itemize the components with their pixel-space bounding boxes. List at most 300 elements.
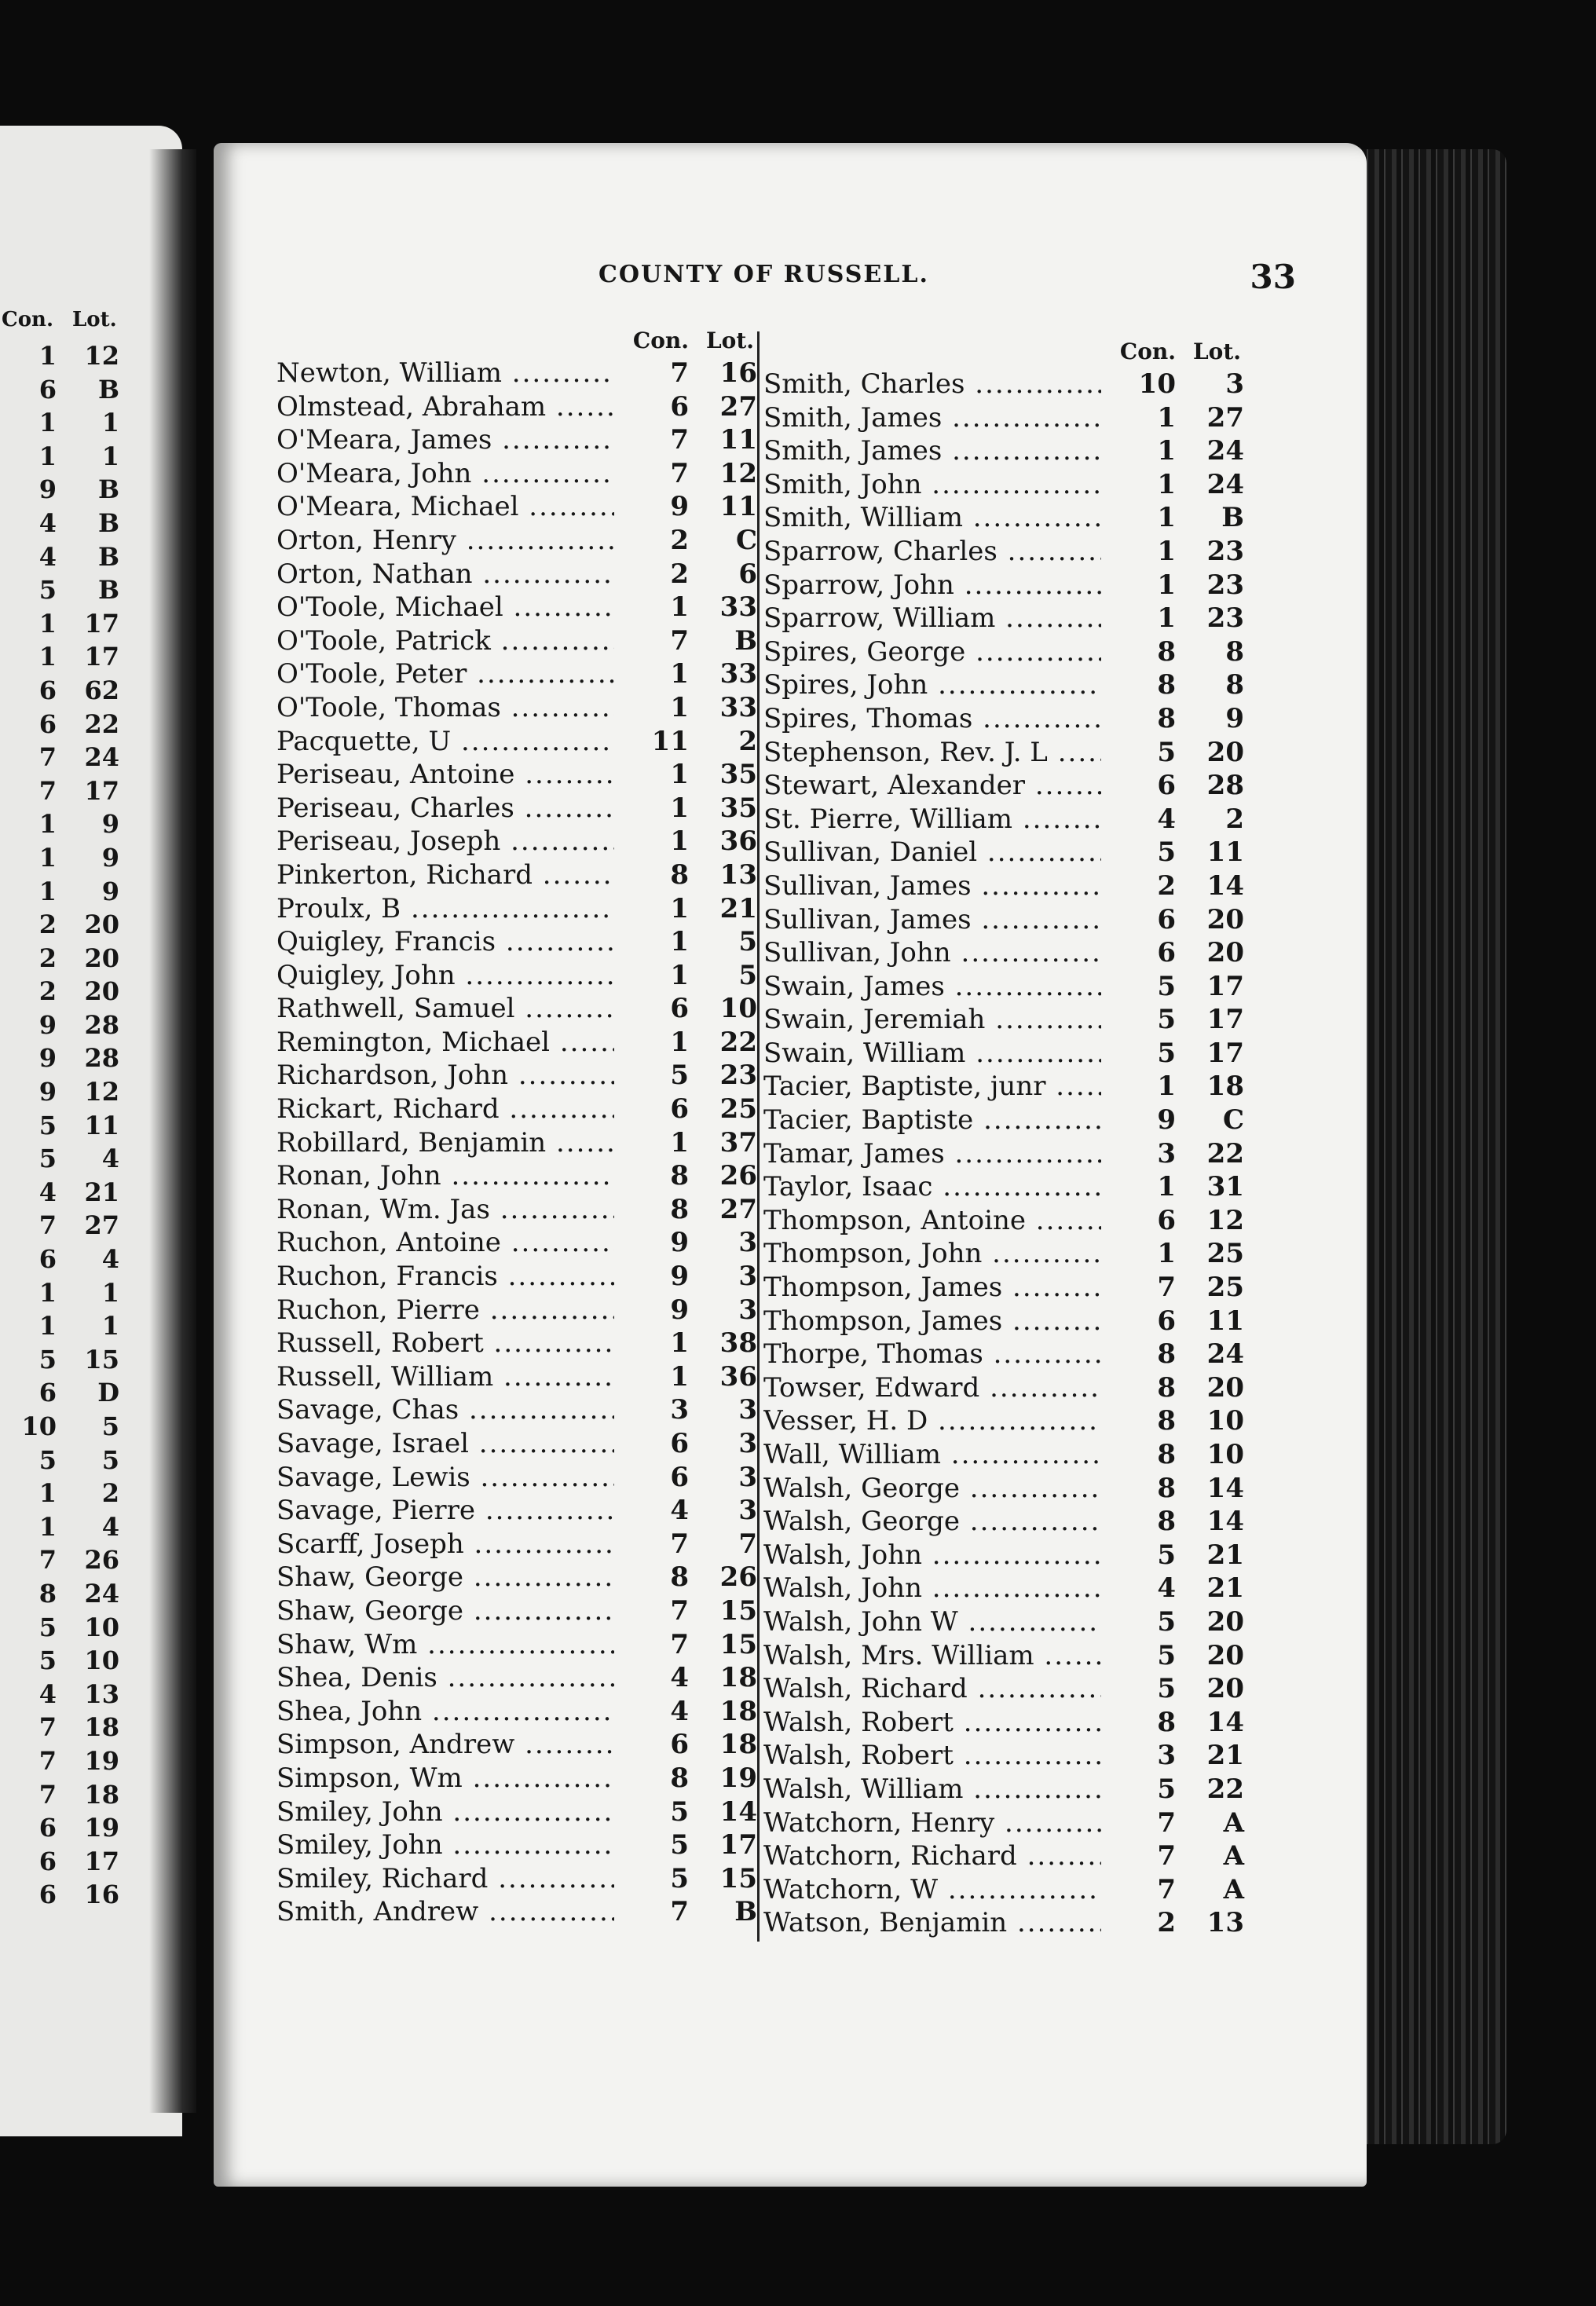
entry-lot: 14 bbox=[1189, 1505, 1244, 1539]
entry-name-cell bbox=[763, 1404, 1101, 1438]
directory-entry bbox=[763, 1204, 1250, 1238]
left-con-value: 5 bbox=[38, 1110, 57, 1140]
directory-entry bbox=[763, 1839, 1250, 1873]
entry-name: Sparrow, William bbox=[763, 602, 996, 635]
entry-name: O'Meara, James bbox=[276, 424, 492, 456]
entry-name: Walsh, John W bbox=[763, 1605, 958, 1638]
left-lot-value: 13 bbox=[84, 1678, 119, 1709]
entry-name-cell bbox=[763, 1472, 1101, 1506]
entry-name: Savage, Pierre bbox=[276, 1495, 476, 1527]
entry-name-cell bbox=[276, 1327, 614, 1360]
directory-entry bbox=[763, 569, 1250, 602]
entry-name-cell bbox=[763, 1906, 1101, 1940]
left-lot-value: 24 bbox=[84, 742, 119, 773]
entry-con: 6 bbox=[1121, 903, 1176, 937]
entry-name: Periseau, Charles bbox=[276, 792, 514, 824]
entry-name: Pinkerton, Richard bbox=[276, 858, 533, 891]
directory-entry bbox=[276, 357, 763, 390]
directory-entry bbox=[276, 1795, 763, 1829]
entry-con: 1 bbox=[1121, 434, 1176, 468]
left-lot-value: 9 bbox=[101, 876, 119, 906]
entry-name: Walsh, George bbox=[763, 1472, 960, 1504]
entry-name: Shaw, Wm bbox=[276, 1628, 418, 1660]
entry-name: Watson, Benjamin bbox=[763, 1907, 1008, 1939]
entry-name-cell bbox=[276, 490, 614, 524]
left-lot-value: 28 bbox=[84, 1043, 119, 1074]
entry-lot: 20 bbox=[1189, 903, 1244, 937]
page-number: 33 bbox=[1250, 258, 1296, 296]
left-lot-value: 17 bbox=[84, 1846, 119, 1876]
entry-name-cell bbox=[763, 1539, 1101, 1572]
left-lot-value: 1 bbox=[101, 1277, 119, 1308]
lot-header: Lot. bbox=[705, 328, 754, 353]
entry-name-cell bbox=[276, 1294, 614, 1327]
entry-name-cell bbox=[763, 1773, 1101, 1806]
entry-con: 1 bbox=[634, 657, 689, 691]
entry-name-cell bbox=[276, 1093, 614, 1126]
entry-name: Walsh, John bbox=[763, 1572, 922, 1605]
entry-lot: 9 bbox=[1189, 702, 1244, 736]
entry-name: Simpson, Wm bbox=[276, 1762, 463, 1794]
left-lot-value: 4 bbox=[101, 1244, 119, 1275]
entry-name: Vesser, H. D bbox=[763, 1405, 928, 1437]
entry-con: 4 bbox=[1121, 803, 1176, 836]
directory-entry bbox=[276, 1360, 763, 1394]
directory-entry bbox=[276, 524, 763, 558]
entry-lot: A bbox=[1189, 1873, 1244, 1907]
directory-entry bbox=[763, 1170, 1250, 1204]
directory-entry bbox=[763, 1237, 1250, 1271]
left-lot-value: 12 bbox=[84, 1077, 119, 1107]
entry-name: Swain, Jeremiah bbox=[763, 1004, 986, 1036]
entry-name: Orton, Nathan bbox=[276, 558, 473, 590]
entry-name: Orton, Henry bbox=[276, 524, 456, 556]
left-con-header: Con. bbox=[2, 308, 53, 331]
directory-entry bbox=[276, 1661, 763, 1695]
directory-entry bbox=[276, 1126, 763, 1160]
entry-lot: 11 bbox=[1189, 1305, 1244, 1338]
entry-name-cell bbox=[276, 1461, 614, 1495]
directory-entry bbox=[276, 1895, 763, 1929]
entry-con: 7 bbox=[634, 1895, 689, 1929]
directory-entry bbox=[276, 858, 763, 892]
entry-name: Walsh, Robert bbox=[763, 1706, 954, 1738]
entry-name: St. Pierre, William bbox=[763, 803, 1013, 835]
entry-lot: 20 bbox=[1189, 1672, 1244, 1706]
directory-entry bbox=[276, 992, 763, 1026]
entry-lot: 15 bbox=[702, 1862, 757, 1896]
left-lot-value: 4 bbox=[101, 1144, 119, 1174]
entry-lot: 14 bbox=[1189, 1706, 1244, 1740]
entry-name-cell bbox=[276, 1628, 614, 1662]
entry-lot: 10 bbox=[1189, 1404, 1244, 1438]
entry-con: 6 bbox=[634, 1093, 689, 1126]
entry-lot: B bbox=[1189, 501, 1244, 535]
entry-con: 8 bbox=[1121, 1404, 1176, 1438]
entry-name-cell bbox=[276, 1193, 614, 1227]
entry-name: Savage, Lewis bbox=[276, 1461, 470, 1493]
entry-con: 7 bbox=[1121, 1873, 1176, 1907]
entry-name-cell bbox=[763, 1070, 1101, 1104]
entry-name-cell bbox=[276, 1594, 614, 1628]
entry-name: Ronan, John bbox=[276, 1160, 441, 1192]
entry-name-cell bbox=[763, 1237, 1101, 1271]
entry-lot: 22 bbox=[1189, 1773, 1244, 1806]
entry-name-cell bbox=[763, 1706, 1101, 1740]
directory-entry bbox=[276, 457, 763, 491]
entry-name: Thorpe, Thomas bbox=[763, 1338, 983, 1371]
entry-name-cell bbox=[763, 1003, 1101, 1037]
entry-name: Sparrow, Charles bbox=[763, 535, 998, 567]
entry-name: Shaw, George bbox=[276, 1594, 464, 1627]
entry-con: 6 bbox=[634, 992, 689, 1026]
left-con-value: 4 bbox=[38, 541, 57, 572]
entry-con: 5 bbox=[1121, 836, 1176, 869]
left-lot-value: B bbox=[97, 507, 119, 538]
left-con-value: 2 bbox=[38, 910, 57, 940]
entry-con: 6 bbox=[1121, 1204, 1176, 1238]
entry-name-cell bbox=[276, 1895, 614, 1929]
entry-lot: 13 bbox=[1189, 1906, 1244, 1940]
directory-entry bbox=[763, 803, 1250, 836]
entry-name: Richardson, John bbox=[276, 1060, 509, 1092]
left-con-value: 1 bbox=[38, 842, 57, 873]
entry-name: Shaw, George bbox=[276, 1561, 464, 1594]
entry-lot: 26 bbox=[702, 1159, 757, 1193]
entry-name: O'Toole, Patrick bbox=[276, 624, 491, 657]
entry-name: Smiley, John bbox=[276, 1829, 443, 1861]
left-lot-value: 11 bbox=[84, 1110, 119, 1140]
entry-con: 8 bbox=[634, 1193, 689, 1227]
entry-name: Smith, Andrew bbox=[276, 1896, 479, 1928]
directory-entry bbox=[276, 758, 763, 792]
entry-con: 7 bbox=[634, 624, 689, 658]
left-lot-value: 5 bbox=[101, 1444, 119, 1475]
entry-name: Sullivan, John bbox=[763, 937, 951, 969]
entry-name: Quigley, John bbox=[276, 959, 456, 991]
entry-name: Shea, John bbox=[276, 1695, 423, 1727]
directory-entry bbox=[763, 1739, 1250, 1773]
directory-entry bbox=[276, 1260, 763, 1294]
directory-entry bbox=[276, 1762, 763, 1795]
left-con-value: 6 bbox=[38, 374, 57, 404]
left-con-value: 2 bbox=[38, 976, 57, 1007]
entry-con: 6 bbox=[634, 390, 689, 424]
entry-lot: 25 bbox=[702, 1093, 757, 1126]
entry-name: Walsh, Richard bbox=[763, 1673, 968, 1705]
entry-con: 3 bbox=[1121, 1137, 1176, 1171]
entry-name-cell bbox=[276, 1427, 614, 1461]
entry-lot: 38 bbox=[702, 1327, 757, 1360]
directory-entry bbox=[276, 490, 763, 524]
column-1-header bbox=[276, 324, 763, 357]
left-con-value: 7 bbox=[38, 1210, 57, 1241]
directory-entry bbox=[763, 1104, 1250, 1137]
entry-name: O'Meara, John bbox=[276, 457, 472, 489]
entry-con: 8 bbox=[634, 858, 689, 892]
entry-name: Thompson, James bbox=[763, 1305, 1003, 1337]
entry-con: 6 bbox=[634, 1728, 689, 1762]
entry-name-cell bbox=[276, 591, 614, 624]
entry-lot: 14 bbox=[1189, 869, 1244, 903]
entry-con: 5 bbox=[634, 1862, 689, 1896]
left-lot-value: 1 bbox=[101, 408, 119, 438]
directory-entry bbox=[763, 1137, 1250, 1171]
entry-lot: 27 bbox=[702, 390, 757, 424]
directory-entry bbox=[276, 1628, 763, 1662]
left-con-value: 8 bbox=[38, 1578, 57, 1609]
directory-entry bbox=[276, 1828, 763, 1862]
directory-entry bbox=[763, 535, 1250, 569]
entry-lot: 22 bbox=[702, 1026, 757, 1060]
directory-page bbox=[214, 143, 1367, 2187]
directory-entry bbox=[763, 1037, 1250, 1071]
left-con-value: 1 bbox=[38, 876, 57, 906]
left-con-value: 7 bbox=[38, 1545, 57, 1576]
entry-name-cell bbox=[763, 769, 1101, 803]
entry-lot: 36 bbox=[702, 825, 757, 858]
entry-name-cell bbox=[276, 1026, 614, 1060]
entry-con: 7 bbox=[634, 457, 689, 491]
entry-name: Sullivan, James bbox=[763, 903, 972, 935]
entry-con: 1 bbox=[634, 1026, 689, 1060]
directory-entry bbox=[276, 1728, 763, 1762]
entry-name: Smith, John bbox=[763, 468, 922, 500]
entry-name: O'Toole, Thomas bbox=[276, 691, 501, 723]
lot-header: Lot. bbox=[1192, 339, 1241, 364]
entry-con: 3 bbox=[1121, 1739, 1176, 1773]
entry-con: 3 bbox=[634, 1393, 689, 1427]
entry-name-cell bbox=[276, 1393, 614, 1427]
entry-name: Stewart, Alexander bbox=[763, 770, 1026, 802]
entry-name: Shea, Denis bbox=[276, 1662, 437, 1694]
left-con-value: 6 bbox=[38, 1378, 57, 1408]
entry-name-cell bbox=[763, 970, 1101, 1004]
directory-entry bbox=[276, 925, 763, 959]
left-con-value: 7 bbox=[38, 1779, 57, 1810]
left-lot-value: 21 bbox=[84, 1177, 119, 1207]
entry-con: 7 bbox=[1121, 1271, 1176, 1305]
running-title: COUNTY OF RUSSELL. bbox=[598, 261, 929, 288]
entry-lot: 24 bbox=[1189, 1338, 1244, 1371]
entry-name: Russell, William bbox=[276, 1360, 494, 1393]
entry-lot: 3 bbox=[702, 1226, 757, 1260]
directory-entry bbox=[276, 1461, 763, 1495]
left-lot-header: Lot. bbox=[72, 308, 117, 331]
entry-name-cell bbox=[276, 1226, 614, 1260]
entry-name-cell bbox=[276, 691, 614, 725]
left-con-value: 6 bbox=[38, 1813, 57, 1843]
left-lot-value: B bbox=[97, 541, 119, 572]
directory-entry bbox=[763, 1639, 1250, 1673]
left-lot-value: 28 bbox=[84, 1009, 119, 1040]
entry-lot: 21 bbox=[1189, 1739, 1244, 1773]
entry-lot: 6 bbox=[702, 558, 757, 591]
directory-entry bbox=[763, 1806, 1250, 1840]
directory-entry bbox=[276, 1594, 763, 1628]
entry-lot: B bbox=[702, 1895, 757, 1929]
entry-lot: 24 bbox=[1189, 468, 1244, 502]
left-con-value: 5 bbox=[38, 1144, 57, 1174]
entry-name-cell bbox=[763, 836, 1101, 869]
directory-entry bbox=[276, 1059, 763, 1093]
entry-con: 5 bbox=[1121, 1539, 1176, 1572]
directory-entry bbox=[763, 501, 1250, 535]
entry-name: Smith, William bbox=[763, 502, 963, 534]
entry-name-cell bbox=[276, 1762, 614, 1795]
entry-name: Olmstead, Abraham bbox=[276, 390, 547, 423]
left-con-value: 5 bbox=[38, 575, 57, 606]
directory-entry bbox=[763, 1873, 1250, 1907]
entry-name-cell bbox=[763, 1104, 1101, 1137]
left-con-value: 1 bbox=[38, 1311, 57, 1342]
entry-lot: 18 bbox=[1189, 1070, 1244, 1104]
entry-con: 1 bbox=[634, 1126, 689, 1160]
directory-entry bbox=[763, 1371, 1250, 1405]
entry-lot: 20 bbox=[1189, 936, 1244, 970]
left-con-value: 4 bbox=[38, 1177, 57, 1207]
entry-name-cell bbox=[763, 1873, 1101, 1907]
left-con-value: 7 bbox=[38, 775, 57, 806]
entry-con: 4 bbox=[634, 1695, 689, 1729]
entry-name-cell bbox=[276, 1126, 614, 1160]
entry-lot: 27 bbox=[1189, 401, 1244, 435]
entry-name-cell bbox=[276, 1494, 614, 1528]
entry-name: Walsh, John bbox=[763, 1539, 922, 1571]
entry-con: 5 bbox=[634, 1059, 689, 1093]
entry-con: 8 bbox=[634, 1561, 689, 1594]
directory-entry bbox=[276, 1327, 763, 1360]
entry-con: 5 bbox=[1121, 1003, 1176, 1037]
left-con-value: 4 bbox=[38, 507, 57, 538]
left-con-value: 1 bbox=[38, 341, 57, 371]
directory-entry bbox=[763, 1539, 1250, 1572]
entry-con: 9 bbox=[634, 1294, 689, 1327]
directory-entry bbox=[763, 668, 1250, 702]
directory-entry bbox=[276, 1026, 763, 1060]
entry-con: 5 bbox=[634, 1828, 689, 1862]
entry-con: 6 bbox=[1121, 936, 1176, 970]
entry-lot: 2 bbox=[702, 725, 757, 759]
directory-entry bbox=[276, 1226, 763, 1260]
directory-entry bbox=[763, 1438, 1250, 1472]
left-con-value: 5 bbox=[38, 1344, 57, 1374]
entry-lot: 22 bbox=[1189, 1137, 1244, 1171]
directory-entry bbox=[763, 769, 1250, 803]
entry-name: Periseau, Joseph bbox=[276, 825, 501, 858]
left-lot-value: 9 bbox=[101, 809, 119, 840]
entry-con: 1 bbox=[634, 1360, 689, 1394]
column-2-entries bbox=[763, 368, 1250, 1940]
left-lot-value: 26 bbox=[84, 1545, 119, 1576]
con-header: Con. bbox=[632, 328, 689, 353]
entry-con: 8 bbox=[634, 1159, 689, 1193]
book-page-edges bbox=[1357, 149, 1506, 2144]
entry-con: 2 bbox=[1121, 1906, 1176, 1940]
entry-name-cell bbox=[763, 936, 1101, 970]
entry-name-cell bbox=[276, 657, 614, 691]
entry-lot: 33 bbox=[702, 657, 757, 691]
entry-name: Walsh, Mrs. William bbox=[763, 1639, 1034, 1671]
entry-lot: 8 bbox=[1189, 635, 1244, 669]
entry-name: Scarff, Joseph bbox=[276, 1528, 464, 1560]
entry-name-cell bbox=[763, 1839, 1101, 1873]
entry-con: 1 bbox=[1121, 501, 1176, 535]
entry-name: Sullivan, Daniel bbox=[763, 836, 978, 869]
directory-entry bbox=[763, 1070, 1250, 1104]
entry-con: 7 bbox=[634, 1594, 689, 1628]
entry-lot: 21 bbox=[1189, 1539, 1244, 1572]
column-1 bbox=[276, 324, 763, 1929]
entry-name: Quigley, Francis bbox=[276, 926, 496, 958]
entry-name: Spires, John bbox=[763, 669, 928, 701]
entry-lot: 21 bbox=[1189, 1572, 1244, 1605]
entry-name: Remington, Michael bbox=[276, 1026, 551, 1058]
entry-name-cell bbox=[763, 668, 1101, 702]
entry-name-cell bbox=[276, 457, 614, 491]
left-lot-value: B bbox=[97, 474, 119, 505]
directory-entry bbox=[763, 970, 1250, 1004]
directory-entry bbox=[276, 725, 763, 759]
entry-name: Watchorn, W bbox=[763, 1873, 939, 1905]
directory-entry bbox=[763, 368, 1250, 401]
directory-entry bbox=[763, 1271, 1250, 1305]
entry-name-cell bbox=[763, 1739, 1101, 1773]
entry-con: 1 bbox=[1121, 468, 1176, 502]
left-con-value: 9 bbox=[38, 474, 57, 505]
entry-lot: 13 bbox=[702, 858, 757, 892]
entry-name: Rathwell, Samuel bbox=[276, 993, 515, 1025]
entry-lot: 17 bbox=[1189, 970, 1244, 1004]
entry-lot: 20 bbox=[1189, 1371, 1244, 1405]
entry-name-cell bbox=[763, 569, 1101, 602]
entry-name: Smith, James bbox=[763, 401, 943, 434]
directory-entry bbox=[763, 1404, 1250, 1438]
entry-name-cell bbox=[276, 1059, 614, 1093]
left-con-value: 5 bbox=[38, 1612, 57, 1642]
entry-con: 9 bbox=[634, 1260, 689, 1294]
entry-lot: 31 bbox=[1189, 1170, 1244, 1204]
entry-con: 6 bbox=[634, 1427, 689, 1461]
entry-lot: 19 bbox=[702, 1762, 757, 1795]
entry-name-cell bbox=[763, 869, 1101, 903]
entry-name: Rickart, Richard bbox=[276, 1093, 500, 1126]
entry-name: Ruchon, Francis bbox=[276, 1261, 498, 1293]
entry-lot: 20 bbox=[1189, 736, 1244, 770]
entry-lot: 33 bbox=[702, 591, 757, 624]
entry-name: Stephenson, Rev. J. L bbox=[763, 736, 1048, 768]
left-lot-value: 18 bbox=[84, 1779, 119, 1810]
left-lot-value: D bbox=[97, 1378, 119, 1408]
directory-entry bbox=[763, 1706, 1250, 1740]
directory-entry bbox=[276, 1695, 763, 1729]
left-con-value: 1 bbox=[38, 1277, 57, 1308]
entry-name-cell bbox=[763, 1806, 1101, 1840]
entry-name-cell bbox=[276, 792, 614, 825]
directory-entry bbox=[763, 1472, 1250, 1506]
entry-con: 7 bbox=[634, 357, 689, 390]
entry-name-cell bbox=[276, 725, 614, 759]
entry-name-cell bbox=[763, 1371, 1101, 1405]
entry-con: 5 bbox=[1121, 1037, 1176, 1071]
directory-entry bbox=[276, 558, 763, 591]
entry-con: 11 bbox=[634, 725, 689, 759]
directory-entry bbox=[763, 635, 1250, 669]
entry-con: 1 bbox=[634, 892, 689, 926]
entry-lot: 33 bbox=[702, 691, 757, 725]
entry-name-cell bbox=[276, 624, 614, 658]
directory-entry bbox=[276, 959, 763, 993]
